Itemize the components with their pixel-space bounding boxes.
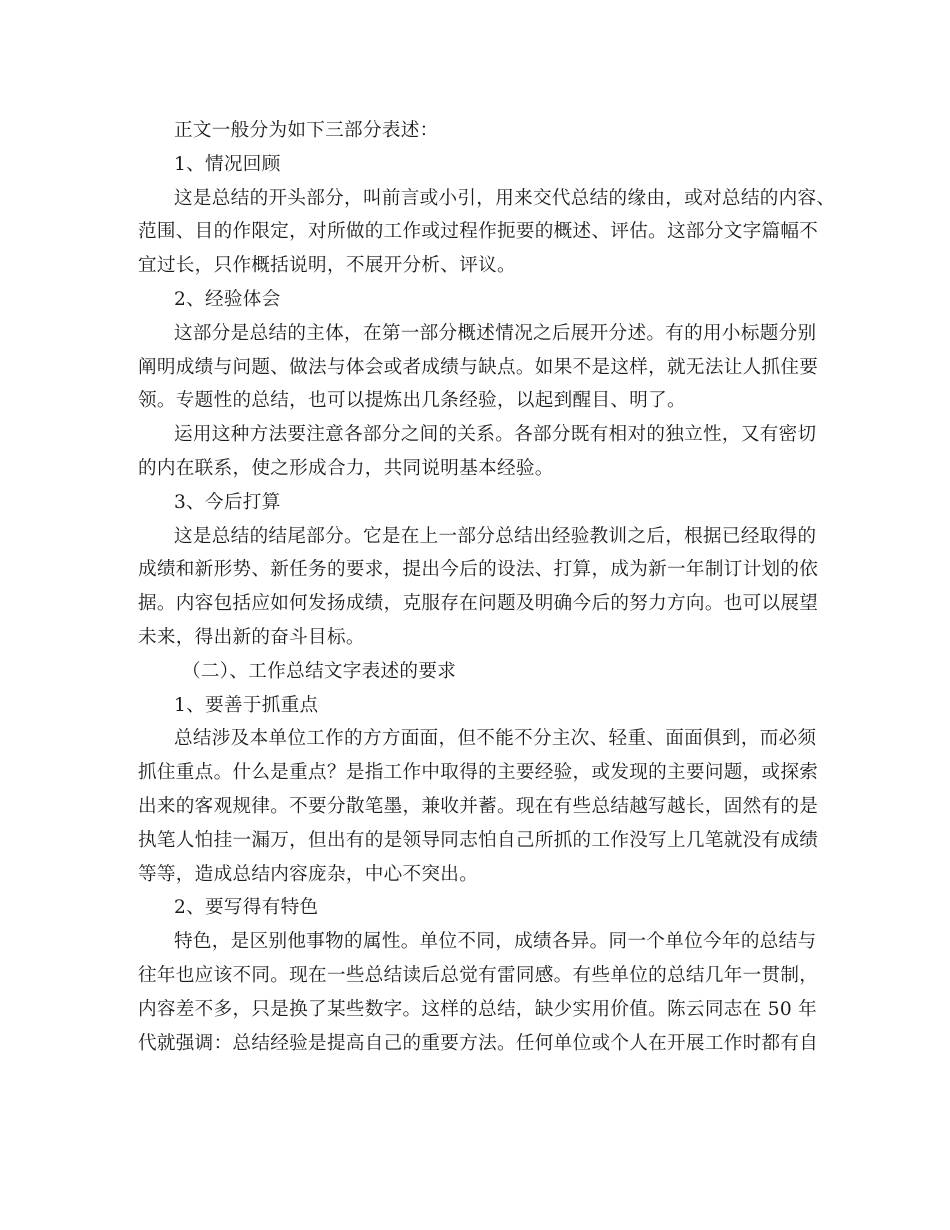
paragraph-line: 总结涉及本单位工作的方方面面，但不能不分主次、轻重、面面俱到，而必须 bbox=[174, 728, 817, 750]
paragraph-line: 未来，得出新的奋斗目标。 bbox=[138, 626, 365, 648]
paragraph-line: 领。专题性的总结，也可以提炼出几条经验，以起到醒目、明了。 bbox=[138, 390, 686, 412]
section-heading: 2、经验体会 bbox=[174, 288, 281, 310]
paragraph-line: 的内在联系，使之形成合力，共同说明基本经验。 bbox=[138, 457, 554, 479]
paragraph-line: 正文一般分为如下三部分表述： bbox=[174, 120, 439, 141]
paragraph-line: 往年也应该不同。现在一些总结读后总觉有雷同感。有些单位的总结几年一贯制， bbox=[138, 964, 819, 986]
paragraph-line: 成绩和新形势、新任务的要求，提出今后的设法、打算，成为新一年制订计划的依 bbox=[138, 559, 819, 581]
paragraph-line: 这部分是总结的主体，在第一部分概述情况之后展开分述。有的用小标题分别 bbox=[174, 322, 817, 344]
paragraph-line: 据。内容包括应如何发扬成绩，克服存在问题及明确今后的努力方向。也可以展望 bbox=[138, 593, 819, 615]
paragraph-line: 阐明成绩与问题、做法与体会或者成绩与缺点。如果不是这样，就无法让人抓住要 bbox=[138, 356, 819, 378]
paragraph-line: 范围、目的作限定，对所做的工作或过程作扼要的概述、评估。这部分文字篇幅不 bbox=[138, 221, 819, 243]
paragraph-line: 抓住重点。什么是重点？是指工作中取得的主要经验，或发现的主要问题，或探索 bbox=[138, 762, 819, 784]
paragraph-line: 出来的客观规律。不要分散笔墨，兼收并蓄。现在有些总结越写越长，固然有的是 bbox=[138, 795, 819, 817]
paragraph-line: 内容差不多，只是换了某些数字。这样的总结，缺少实用价值。陈云同志在 50 年 bbox=[138, 998, 818, 1020]
section-heading: 2、要写得有特色 bbox=[174, 897, 319, 919]
chapter-heading: （二）、工作总结文字表述的要求 bbox=[182, 660, 457, 682]
document-body bbox=[138, 114, 836, 1060]
section-heading: 1、要善于抓重点 bbox=[174, 694, 319, 716]
paragraph-line: 特色，是区别他事物的属性。单位不同，成绩各异。同一个单位今年的总结与 bbox=[174, 931, 817, 953]
paragraph-line: 宜过长，只作概括说明，不展开分析、评议。 bbox=[138, 255, 516, 277]
paragraph-line: 等等，造成总结内容庞杂，中心不突出。 bbox=[138, 863, 479, 885]
paragraph-line: 运用这种方法要注意各部分之间的关系。各部分既有相对的独立性，又有密切 bbox=[174, 424, 817, 446]
paragraph-line: 执笔人怕挂一漏万，但出有的是领导同志怕自己所抓的工作没写上几笔就没有成绩 bbox=[138, 829, 819, 851]
section-heading: 3、今后打算 bbox=[174, 491, 281, 513]
section-heading: 1、情况回顾 bbox=[174, 153, 281, 175]
paragraph-line: 这是总结的结尾部分。它是在上一部分总结出经验教训之后，根据已经取得的 bbox=[174, 525, 817, 547]
paragraph-line: 这是总结的开头部分，叫前言或小引，用来交代总结的缘由，或对总结的内容、 bbox=[174, 187, 836, 209]
paragraph-line: 代就强调：总结经验是提高自己的重要方法。任何单位或个人在开展工作时都有自 bbox=[138, 1032, 819, 1054]
